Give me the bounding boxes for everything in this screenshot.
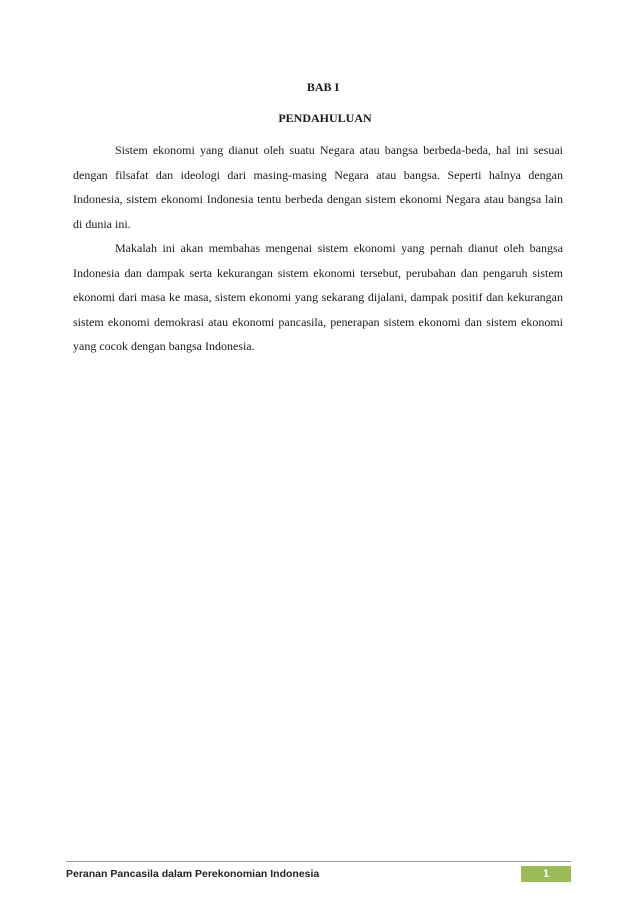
chapter-title: PENDAHULUAN [278, 111, 372, 125]
chapter-number: BAB I [306, 80, 340, 94]
page-number: 1 [521, 866, 571, 882]
paragraph-text: Makalah ini akan membahas mengenai sistem ekonomi yang pernah dianut oleh bangsa Indonesia dan dampak serta kekurangan sistem ekonomi tersebut, perubahan dan pengaruh sistem ekonomi dari masa ke masa, sistem ekonomi yang sekarang dijalani, dampak positif dan kekurangan sistem ekonomi demokrasi atau ekonomi pancasila, penerapan sistem ekonomi dan sistem ekonomi yang cocok dengan bangsa Indonesia. [73, 241, 563, 353]
paragraph [73, 236, 563, 359]
paragraph [73, 138, 563, 236]
footer-title: Peranan Pancasila dalam Perekonomian Indonesia [66, 868, 320, 880]
page-footer [66, 861, 571, 884]
paragraph-text: Sistem ekonomi yang dianut oleh suatu Negara atau bangsa berbeda-beda, hal ini sesuai dengan filsafat dan ideologi dari masing-masing Negara atau bangsa. Seperti halnya dengan Indonesia, sistem ekonomi Indonesia tentu berbeda dengan sistem ekonomi Negara atau bangsa lain di dunia ini. [73, 143, 563, 231]
